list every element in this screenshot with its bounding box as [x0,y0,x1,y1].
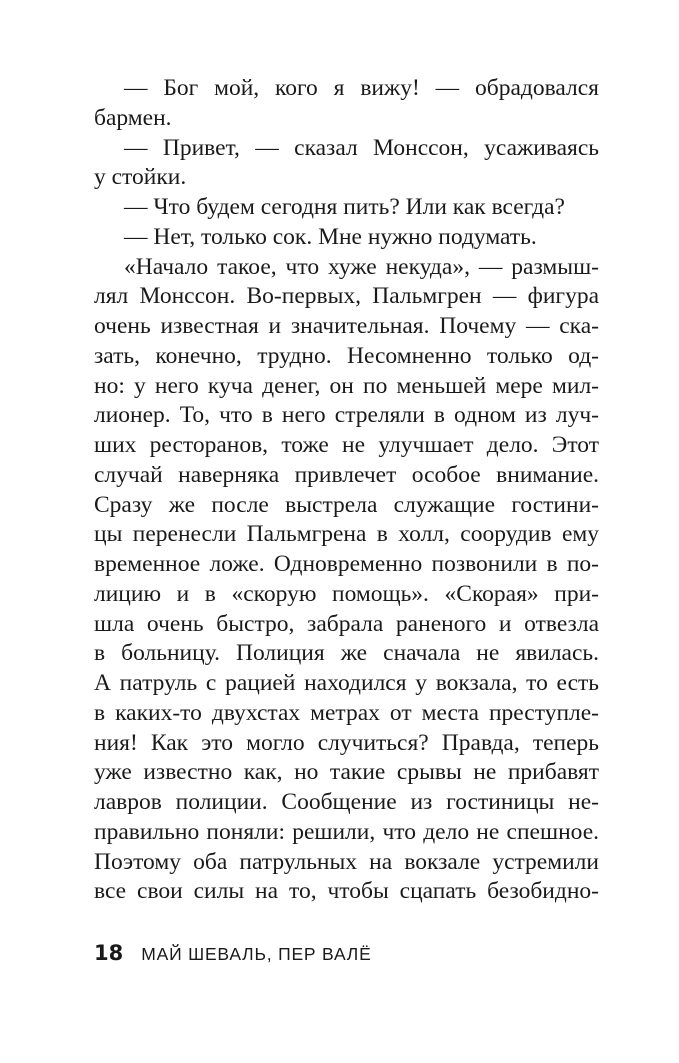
text-line: шла очень быстро, забрала раненого и отвезла [94,610,599,637]
text-line: бармен. [94,104,172,131]
body-text [94,74,599,907]
text-line: в каких-то двухстах метрах от места преступле- [94,699,599,726]
text-line: — Привет, — сказал Монссон, усаживаясь [124,134,599,161]
text-line: Сразу же после выстрела служащие гостини- [94,491,599,518]
running-head-authors: МАЙ ШЕВАЛЬ, ПЕР ВАЛЁ [141,944,372,964]
text-line: уже известно как, но такие срывы не прибавят [94,759,599,786]
text-line: ших ресторанов, тоже не улучшает дело. Этот [94,432,599,458]
text-line: Поэтому оба патрульных на вокзале устремили [94,848,599,875]
text-line: правильно поняли: решили, что дело не спешное. [94,818,599,845]
text-line: очень известная и значительная. Почему — ска- [94,313,599,339]
text-line: цы перенесли Пальмгрена в холл, соорудив ему [94,521,599,548]
text-line: временное ложе. Одновременно позвонили в по- [94,551,599,577]
text-line: зать, конечно, трудно. Несомненно только од- [94,342,599,369]
text-line: «Начало такое, что хуже некуда», — размыш- [124,253,599,280]
text-line: лионер. То, что в него стреляли в одном из луч- [94,402,599,429]
text-line: ния! Как это могло случиться? Правда, теперь [94,729,599,756]
text-line: но: у него куча денег, он по меньшей мере мил- [94,372,599,399]
text-line: — Нет, только сок. Мне нужно подумать. [124,223,537,250]
text-line: все свои силы на то, чтобы сцапать безобидно- [94,878,599,905]
text-line: лял Монссон. Во-первых, Пальмгрен — фигура [94,283,599,310]
text-line: — Что будем сегодня пить? Или как всегда? [124,194,565,220]
page-footer [94,937,372,969]
page-number: 18 [94,941,124,965]
text-line: в больницу. Полиция же сначала не явилась. [94,640,599,667]
text-line: у стойки. [94,164,187,191]
text-line: — Бог мой, кого я вижу! — обрадовался [124,75,599,101]
text-line: А патруль с рацией находился у вокзала, то есть [94,670,599,696]
text-line: лицию и в «скорую помощь». «Скорая» при- [94,580,599,607]
text-line: случай наверняка привлечет особое внимание. [94,461,599,488]
text-line: лавров полиции. Сообщение из гостиницы не- [94,789,599,815]
